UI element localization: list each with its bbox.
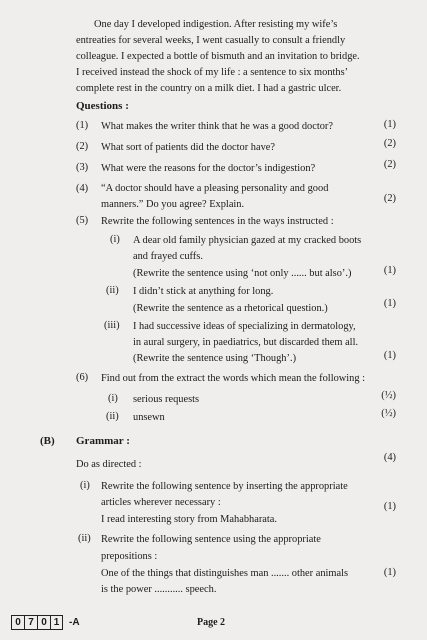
passage-line: complete rest in the country on a milk diet. I had a gastric ulcer. [76,82,342,94]
section-mark: (4) [383,452,396,463]
passage-line: I received instead the shock of my life : a sentence to six months’ [76,66,349,78]
passage-line: One day I developed indigestion. After resisting my wife’s [94,19,338,30]
paper-code [11,615,80,630]
question-mark: (2) [383,193,396,204]
question-mark: (½) [381,408,396,419]
paper-code-digit: 0 [11,615,24,630]
question-text: Rewrite the following sentences in the ways instructed : [101,216,334,227]
paper-code-digit: 7 [24,615,37,630]
subquestion-instruction: (Rewrite the sentence as a rhetorical question.) [133,303,328,314]
question-mark: (1) [383,350,396,361]
subquestion-number: (i) [110,234,120,245]
grammar-heading: Grammar : [76,435,130,447]
subquestion-text: in aural surgery, in paediatrics, but discarded them all. [133,337,359,348]
question-number: (4) [76,183,89,194]
question-mark: (1) [383,567,396,578]
reading-passage [76,17,376,97]
question-number: (1) [76,120,89,131]
grammar-item-sentence: I read interesting story from Mahabharata. [101,514,277,525]
grammar-item-text: Rewrite the following sentence using the appropriate [101,534,321,545]
grammar-item-text: prepositions : [101,551,158,562]
question-mark: (2) [383,159,396,170]
subquestion-text: serious requests [133,394,200,405]
subquestion-text: I had successive ideas of specializing in dermatology, [133,321,356,332]
question-number: (6) [76,372,89,383]
question-mark: (1) [383,265,396,276]
passage-line: entreaties for several weeks, I went casually to consult a friendly [76,34,346,46]
paper-code-suffix: -A [69,617,80,628]
grammar-item-number: (ii) [78,533,91,544]
passage-line: colleague. I expected a bottle of bismuth and an invitation to bridge. [76,50,360,62]
subquestion-text: and frayed cuffs. [133,251,203,262]
subquestion-text: unsewn [133,412,165,423]
question-number: (2) [76,141,89,152]
grammar-item-number: (i) [80,480,90,491]
subquestion-number: (ii) [106,285,119,296]
question-text: “A doctor should have a pleasing personality and good [101,183,329,194]
grammar-instruction: Do as directed : [76,459,142,470]
page-number: Page 2 [197,617,226,628]
paper-code-digit: 0 [37,615,50,630]
subquestion-instruction: (Rewrite the sentence using ‘not only ...... but also’.) [133,268,352,279]
question-text: Find out from the extract the words which mean the following : [101,373,366,384]
question-mark: (½) [381,390,396,401]
subquestion-text: A dear old family physician gazed at my cracked boots [133,235,362,246]
question-mark: (1) [383,298,396,309]
subquestion-instruction: (Rewrite the sentence using ‘Though’.) [133,353,297,364]
section-label: (B) [40,435,55,447]
question-number: (3) [76,162,89,173]
question-mark: (1) [383,501,396,512]
grammar-item-sentence: One of the things that distinguishes man ....... other animals [101,568,349,579]
question-text: What sort of patients did the doctor have? [101,142,275,153]
paper-code-digit: 1 [50,615,63,630]
question-mark: (1) [383,119,396,130]
grammar-item-text: Rewrite the following sentence by inserting the appropriate [101,481,348,492]
question-text: What were the reasons for the doctor’s indigestion? [101,163,316,174]
grammar-item-sentence: is the power ........... speech. [101,584,217,595]
questions-heading: Questions : [76,100,129,112]
subquestion-number: (iii) [104,320,120,331]
question-text: What makes the writer think that he was a good doctor? [101,121,333,132]
question-text: manners.” Do you agree? Explain. [101,199,245,210]
question-mark: (2) [383,138,396,149]
subquestion-number: (i) [108,393,118,404]
question-number: (5) [76,215,89,226]
grammar-item-text: articles wherever necessary : [101,497,221,508]
subquestion-number: (ii) [106,411,119,422]
subquestion-text: I didn’t stick at anything for long. [133,286,274,297]
